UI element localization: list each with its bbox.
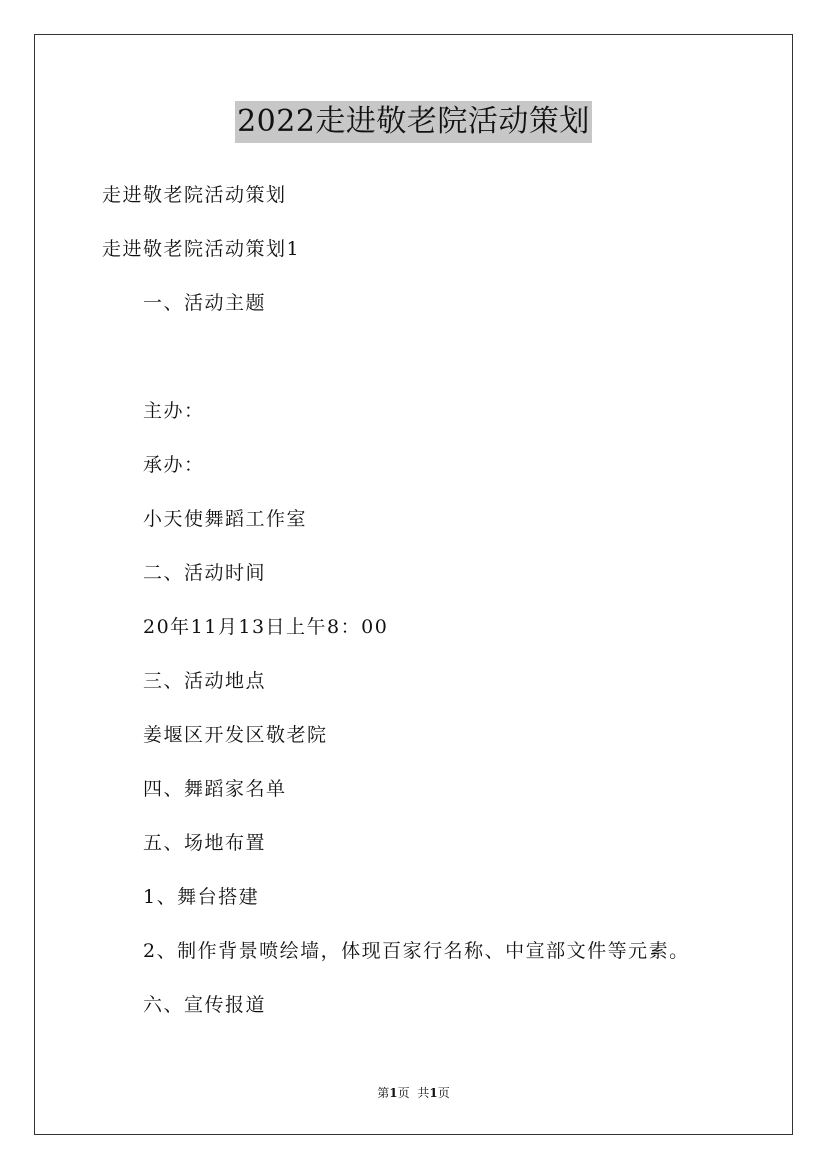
paragraph-line: 二、活动时间	[143, 562, 267, 584]
footer-total-prefix: 共	[417, 1086, 430, 1100]
footer-page-number: 1	[389, 1086, 398, 1100]
page-footer	[0, 1084, 827, 1101]
paragraph-line: 六、宣传报道	[143, 994, 267, 1016]
paragraph-line: 四、舞蹈家名单	[143, 778, 287, 800]
footer-total-number: 1	[429, 1086, 438, 1100]
paragraph-line: 姜堰区开发区敬老院	[143, 724, 328, 746]
footer-page-prefix: 第	[377, 1086, 390, 1100]
footer-total-suffix: 页	[437, 1086, 450, 1100]
document-title: 2022走进敬老院活动策划	[235, 101, 592, 143]
section-heading: 走进敬老院活动策划1	[102, 238, 301, 260]
paragraph-line: 承办：	[143, 454, 205, 476]
paragraph-line: 1、舞台搭建	[143, 886, 260, 908]
footer-page-suffix: 页	[397, 1086, 410, 1100]
paragraph-line: 主办：	[143, 400, 205, 422]
intro-heading: 走进敬老院活动策划	[102, 184, 287, 206]
paragraph-line: 小天使舞蹈工作室	[143, 508, 308, 530]
paragraph-line: 三、活动地点	[143, 670, 267, 692]
paragraph-line: 2、制作背景喷绘墙，体现百家行名称、中宣部文件等元素。	[143, 940, 690, 962]
paragraph-line: 五、场地布置	[143, 832, 267, 854]
title-block	[0, 101, 827, 143]
paragraph-line: 20年11月13日上午8：00	[143, 616, 389, 638]
paragraph-line: 一、活动主题	[143, 292, 267, 314]
